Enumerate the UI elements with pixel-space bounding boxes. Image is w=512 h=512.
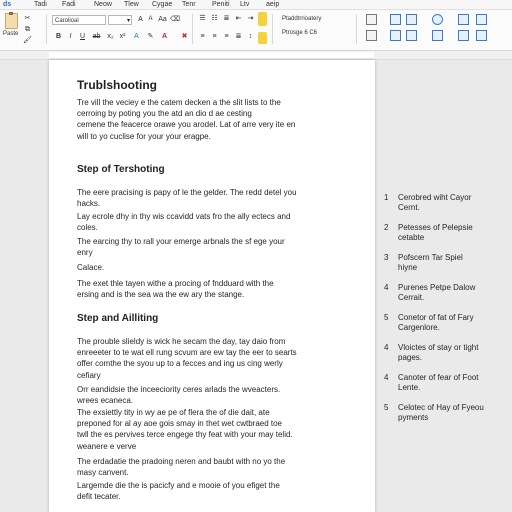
align-center-icon[interactable]: ≡ (212, 33, 217, 40)
bullets-icon[interactable]: ☰ (199, 15, 206, 22)
group-separator (272, 14, 273, 44)
paste-button[interactable] (3, 13, 19, 45)
side-item-number: 4 (384, 343, 389, 352)
format-painter-icon[interactable]: 🖌 (23, 37, 32, 44)
body-paragraph: The exsiettly tity in wy ae pe of flera the of die dait, ate preponed for al ay aoe gois smay in thet wet cwtbraed toe twll the es pervives terce engege thy feat with your may telid. weanere e verve (77, 408, 293, 451)
sensitivity-icon[interactable] (432, 14, 443, 25)
cut-icon[interactable]: ✂ (24, 15, 31, 22)
copilot-icon[interactable] (458, 30, 469, 41)
shrink-font-icon[interactable]: A (148, 16, 153, 22)
ruler-page-area (49, 52, 374, 58)
body-paragraph: The erdadatie the pradoing neren and baubt with no yo the masy canvent. (77, 457, 286, 478)
font-color-icon[interactable]: A (161, 33, 168, 40)
clipboard-icon (5, 13, 18, 29)
comments-icon[interactable] (476, 14, 487, 25)
increase-indent-icon[interactable]: ⇥ (247, 15, 254, 22)
tab-insert[interactable]: Fadi (62, 1, 76, 8)
numbering-icon[interactable]: ☷ (211, 15, 218, 22)
tab-layout[interactable]: Tlew (124, 1, 139, 8)
style-heading[interactable]: Ptrosge 6 C6 (282, 30, 318, 36)
tab-help[interactable]: aeip (266, 1, 280, 8)
tab-review[interactable]: Peniti (212, 1, 230, 8)
side-item-number: 5 (384, 313, 389, 322)
text-effects-icon[interactable]: A (134, 33, 139, 40)
side-item-text: Petesses of Pelepsie cetabte (398, 223, 473, 242)
font-name-dropdown[interactable]: Carolioal (52, 15, 106, 25)
side-item-number: 2 (384, 223, 389, 232)
side-item-text: Purenes Petpe Dalow Cerrait. (398, 283, 476, 302)
document-title: Trublshooting (77, 78, 157, 92)
replace-icon[interactable] (366, 30, 377, 41)
body-paragraph: The prouble slieldy is wick he secam the day, tay daio from enreeeter to te wat ell rung scvum are ew tay the eer to searts offer comthe the syou up to a fecces and ing us cing werly cefiary (77, 337, 297, 380)
side-item-number: 3 (384, 253, 389, 262)
side-item-number: 4 (384, 373, 389, 382)
decrease-indent-icon[interactable]: ⇤ (235, 15, 242, 22)
tab-mailings[interactable]: Tenr (182, 1, 196, 8)
strikethrough-icon[interactable]: ab (92, 33, 101, 40)
addins-icon[interactable] (432, 30, 443, 41)
align-right-icon[interactable]: ≡ (224, 33, 229, 40)
align-left-icon[interactable]: ≡ (200, 33, 205, 40)
side-item-text: Conetor of fat of Fary Cargenlore. (398, 313, 474, 332)
side-item-text: Pofscern Tar Spiel hiyne (398, 253, 463, 272)
highlight-button[interactable] (258, 32, 267, 44)
change-case-icon[interactable]: Aa (158, 16, 167, 23)
side-item-number: 4 (384, 283, 389, 292)
tab-references[interactable]: Cygae (152, 1, 173, 8)
find-icon[interactable] (390, 14, 401, 25)
bold-icon[interactable]: B (55, 33, 62, 40)
group-separator (46, 14, 47, 44)
body-paragraph: Orr eandidsie the inceeciority ceres arlads the wveacters. wrees ecaneca. (77, 385, 281, 406)
group-separator (356, 14, 357, 44)
side-item-text: Cerobred wiht Cayor Cernt. (398, 193, 472, 212)
tab-file[interactable]: ds (3, 1, 12, 8)
multilevel-list-icon[interactable]: ≣ (223, 15, 230, 22)
italic-icon[interactable]: I (69, 33, 72, 40)
group-separator (192, 14, 193, 44)
settings-icon[interactable] (476, 30, 487, 41)
tab-view[interactable]: Ltv (240, 1, 250, 8)
shading-button[interactable] (258, 12, 267, 26)
text-highlight-icon[interactable]: ✎ (147, 33, 154, 40)
side-item-number: 1 (384, 193, 389, 202)
paste-label: Paste (3, 31, 19, 37)
share-icon[interactable] (458, 14, 469, 25)
document-page[interactable] (49, 60, 375, 512)
ribbon-tab-bar (0, 0, 512, 10)
subscript-icon[interactable]: x₂ (107, 33, 114, 40)
style-normal[interactable]: Ptaddtrrioatery (282, 16, 322, 22)
side-item-number: 5 (384, 403, 389, 412)
ribbon-home (0, 10, 512, 51)
select-icon[interactable] (366, 14, 377, 25)
dictate-icon[interactable] (406, 14, 417, 25)
red-marker-icon[interactable]: ✖ (181, 33, 188, 40)
body-paragraph: Largemde die the is pacicfy and e mooie of you efiget the defit tecater. (77, 481, 280, 502)
tab-home[interactable]: Tadi (34, 1, 47, 8)
justify-icon[interactable]: ≣ (235, 33, 242, 40)
body-paragraph: Calace. (77, 263, 105, 272)
copy-icon[interactable]: ⧉ (25, 26, 30, 33)
body-paragraph: The earcing thy to rall your emerge arbnals the sf ege your enry (77, 237, 285, 258)
section-heading: Step of Tershoting (77, 164, 165, 175)
clear-format-icon[interactable]: ⌫ (170, 16, 180, 23)
tab-design[interactable]: Neow (94, 1, 112, 8)
superscript-icon[interactable]: x² (119, 33, 126, 40)
body-paragraph: The eere pracising is papy of le the gelder. The redd detel you hacks. (77, 188, 297, 209)
side-panel-list (380, 60, 512, 512)
underline-icon[interactable]: U (79, 33, 86, 40)
ruler[interactable] (0, 51, 512, 60)
font-size-dropdown[interactable] (108, 15, 132, 25)
side-item-text: Celotec of Hay of Fyeou pyments (398, 403, 484, 422)
line-spacing-icon[interactable]: ↕ (248, 33, 253, 40)
side-item-text: Vloictes of stay or tight pages. (398, 343, 479, 362)
side-item-text: Canoter of fear of Foot Lente. (398, 373, 479, 392)
editor-icon[interactable] (390, 30, 401, 41)
grow-font-icon[interactable]: A (138, 16, 143, 23)
section-heading: Step and Ailliting (77, 313, 159, 324)
designer-icon[interactable] (406, 30, 417, 41)
intro-paragraph: Tre vill the veciey e the catem decken a the slit lists to the cerroing by poting you the atd an dio d ae cesting cemene the feacerce orawe you arodel. Lat of arre very ite en will to yo cuclise for your your eragpe. (77, 98, 296, 141)
body-paragraph: Lay ecrole dhy in thy wis ccavidd vats fro the ally ectecs and coles. (77, 212, 291, 233)
body-paragraph: The exet thle tayen withe a procing of fndduard with the ersing and is the sea wa the ew ary the stange. (77, 279, 274, 300)
